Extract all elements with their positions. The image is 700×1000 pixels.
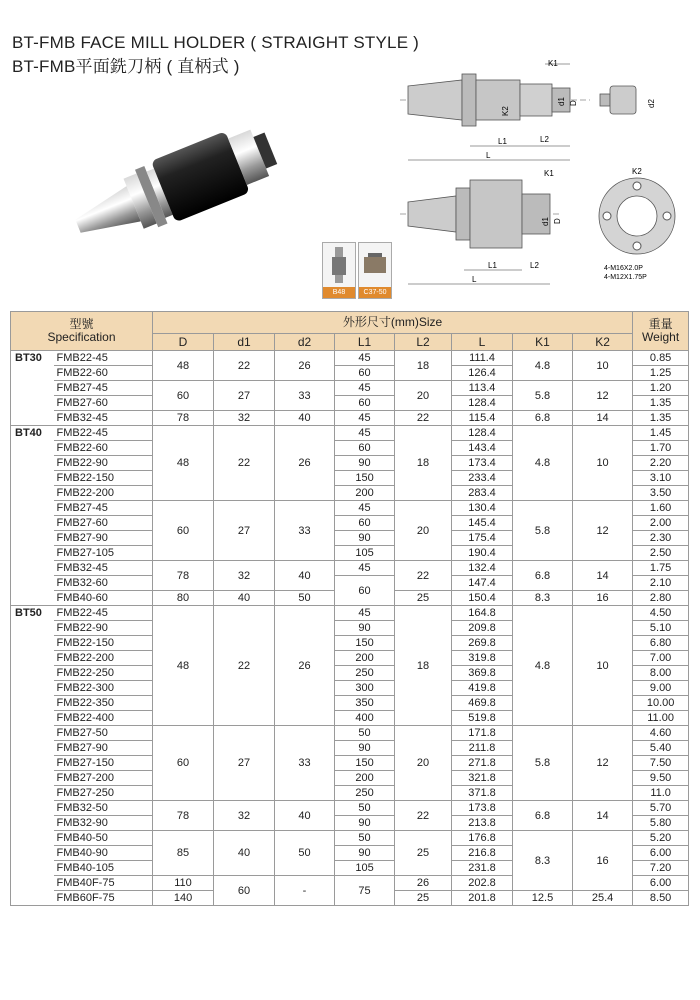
l1-cell: 400	[335, 711, 395, 726]
k1-cell: 8.3	[513, 831, 573, 891]
spec-cell: FMB40-60	[54, 591, 153, 606]
d-cell: 60	[153, 501, 214, 561]
title-english: BT-FMB FACE MILL HOLDER ( STRAIGHT STYLE )	[12, 33, 420, 52]
label-d1: d1	[557, 97, 566, 106]
spec-cell: FMB22-200	[54, 651, 153, 666]
d1-cell: 32	[214, 561, 275, 591]
weight-cell: 10.00	[633, 696, 689, 711]
k2-cell: 12	[573, 501, 633, 561]
table-row	[11, 501, 689, 516]
d1-cell: 60	[214, 876, 275, 906]
weight-cell: 5.70	[633, 801, 689, 816]
l-cell: 213.8	[452, 816, 513, 831]
l1-cell: 150	[335, 636, 395, 651]
l-cell: 128.4	[452, 396, 513, 411]
l1-cell: 45	[335, 426, 395, 441]
spec-cell: FMB27-105	[54, 546, 153, 561]
l1-cell: 60	[335, 441, 395, 456]
weight-cell: 4.50	[633, 606, 689, 621]
k2-cell: 12	[573, 381, 633, 411]
spec-cell: FMB22-45	[54, 606, 153, 621]
spec-table	[10, 311, 689, 906]
spec-cell: FMB27-60	[54, 396, 153, 411]
d1-cell: 22	[214, 351, 275, 381]
d-cell: 110	[153, 876, 214, 891]
label-d2: d2	[647, 99, 656, 108]
l2-cell: 22	[395, 801, 452, 831]
weight-cell: 9.50	[633, 771, 689, 786]
l2-cell: 18	[395, 606, 452, 726]
weight-cell: 7.00	[633, 651, 689, 666]
spec-cell: FMB32-45	[54, 561, 153, 576]
l-cell: 321.8	[452, 771, 513, 786]
weight-cell: 1.20	[633, 381, 689, 396]
d-cell: 48	[153, 606, 214, 726]
l2-cell: 25	[395, 831, 452, 876]
title-chinese: BT-FMB平面銑刀柄 ( 直柄式 )	[12, 57, 240, 76]
k1-cell: 4.8	[513, 426, 573, 501]
header-weight: 重量 Weight	[633, 312, 689, 351]
l1-cell: 350	[335, 696, 395, 711]
label-l2: L2	[540, 135, 549, 144]
weight-cell: 8.50	[633, 891, 689, 906]
k2-cell: 12	[573, 726, 633, 801]
l-cell: 469.8	[452, 696, 513, 711]
weight-cell: 2.20	[633, 456, 689, 471]
l-cell: 115.4	[452, 411, 513, 426]
weight-cell: 2.10	[633, 576, 689, 591]
d-cell: 85	[153, 831, 214, 876]
l1-cell: 45	[335, 561, 395, 576]
d-cell: 48	[153, 351, 214, 381]
d-cell: 78	[153, 561, 214, 591]
k2-cell: 14	[573, 801, 633, 831]
l-cell: 283.4	[452, 486, 513, 501]
l1-cell: 200	[335, 651, 395, 666]
label-l: L	[486, 151, 491, 160]
thread-label-2: 4-M12X1.75P	[604, 274, 647, 281]
l-cell: 143.4	[452, 441, 513, 456]
l2-cell: 18	[395, 426, 452, 501]
l1-cell: 250	[335, 786, 395, 801]
l1-cell: 200	[335, 486, 395, 501]
l-cell: 173.8	[452, 801, 513, 816]
d2-cell: 50	[275, 831, 335, 876]
col-l: L	[452, 334, 513, 351]
d2-cell: 50	[275, 591, 335, 606]
d-cell: 140	[153, 891, 214, 906]
spec-cell: FMB27-50	[54, 726, 153, 741]
l1-cell: 45	[335, 381, 395, 396]
label-d: D	[569, 100, 578, 106]
thumb-b48: B48	[322, 242, 356, 299]
l2-cell: 20	[395, 501, 452, 561]
series-bt50: BT50	[11, 606, 54, 906]
weight-cell: 6.80	[633, 636, 689, 651]
product-photo	[30, 100, 330, 270]
weight-cell: 2.80	[633, 591, 689, 606]
l1-cell: 90	[335, 456, 395, 471]
l-cell: 171.8	[452, 726, 513, 741]
weight-cell: 1.45	[633, 426, 689, 441]
end-view-drawing	[400, 166, 690, 290]
weight-cell: 1.60	[633, 501, 689, 516]
l1-cell: 90	[335, 741, 395, 756]
l-cell: 319.8	[452, 651, 513, 666]
col-d2: d2	[275, 334, 335, 351]
l2-cell: 25	[395, 891, 452, 906]
spec-cell: FMB22-60	[54, 441, 153, 456]
header-specification: 型號 Specification	[11, 312, 153, 351]
l-cell: 147.4	[452, 576, 513, 591]
k1-cell: 4.8	[513, 606, 573, 726]
col-l1: L1	[335, 334, 395, 351]
l1-cell: 60	[335, 366, 395, 381]
l1-cell: 60	[335, 396, 395, 411]
d2-cell: 40	[275, 561, 335, 591]
l1-cell: 200	[335, 771, 395, 786]
weight-cell: 2.50	[633, 546, 689, 561]
k2-cell: 16	[573, 831, 633, 891]
weight-cell: 2.00	[633, 516, 689, 531]
weight-cell: 5.40	[633, 741, 689, 756]
k1-cell: 8.3	[513, 591, 573, 606]
k1-cell: 6.8	[513, 561, 573, 591]
l1-cell: 60	[335, 516, 395, 531]
spec-cell: FMB22-45	[54, 426, 153, 441]
l-cell: 111.4	[452, 351, 513, 366]
d1-cell: 22	[214, 426, 275, 501]
spec-cell: FMB22-350	[54, 696, 153, 711]
l-cell: 211.8	[452, 741, 513, 756]
l-cell: 190.4	[452, 546, 513, 561]
l-cell: 369.8	[452, 666, 513, 681]
l1-cell: 90	[335, 816, 395, 831]
l1-cell: 150	[335, 471, 395, 486]
spec-cell: FMB40F-75	[54, 876, 153, 891]
weight-cell: 1.35	[633, 396, 689, 411]
k1-cell: 5.8	[513, 726, 573, 801]
spec-cell: FMB22-45	[54, 351, 153, 366]
col-d: D	[153, 334, 214, 351]
l-cell: 419.8	[452, 681, 513, 696]
col-k1: K1	[513, 334, 573, 351]
weight-cell: 7.50	[633, 756, 689, 771]
table-row	[11, 726, 689, 741]
l-cell: 201.8	[452, 891, 513, 906]
header-size: 外形尺寸(mm)Size	[153, 312, 633, 334]
k2-cell: 14	[573, 411, 633, 426]
l1-cell: 150	[335, 756, 395, 771]
l1-cell: 50	[335, 801, 395, 816]
spec-cell: FMB27-60	[54, 516, 153, 531]
l-cell: 175.4	[452, 531, 513, 546]
k2-cell: 10	[573, 606, 633, 726]
label-k1-lower: K1	[544, 169, 554, 178]
l-cell: 176.8	[452, 831, 513, 846]
k1-cell: 6.8	[513, 801, 573, 831]
k2-cell: 25.4	[573, 891, 633, 906]
table-row	[11, 606, 689, 621]
l-cell: 233.4	[452, 471, 513, 486]
weight-cell: 6.00	[633, 846, 689, 861]
d-cell: 78	[153, 411, 214, 426]
spec-cell: FMB22-90	[54, 621, 153, 636]
l1-cell: 45	[335, 606, 395, 621]
l-cell: 113.4	[452, 381, 513, 396]
spec-cell: FMB27-200	[54, 771, 153, 786]
spec-cell: FMB40-105	[54, 861, 153, 876]
l2-cell: 25	[395, 591, 452, 606]
d-cell: 48	[153, 426, 214, 501]
d2-cell: -	[275, 876, 335, 906]
spec-cell: FMB27-150	[54, 756, 153, 771]
d-cell: 80	[153, 591, 214, 606]
d2-cell: 26	[275, 606, 335, 726]
weight-cell: 6.00	[633, 876, 689, 891]
spec-cell: FMB22-150	[54, 471, 153, 486]
label-l1: L1	[498, 137, 507, 146]
weight-cell: 3.50	[633, 486, 689, 501]
k1-cell: 4.8	[513, 351, 573, 381]
weight-cell: 11.00	[633, 711, 689, 726]
d2-cell: 33	[275, 381, 335, 411]
d1-cell: 40	[214, 591, 275, 606]
weight-cell: 0.85	[633, 351, 689, 366]
l1-cell: 90	[335, 621, 395, 636]
spec-cell: FMB32-90	[54, 816, 153, 831]
col-l2: L2	[395, 334, 452, 351]
l-cell: 371.8	[452, 786, 513, 801]
l-cell: 519.8	[452, 711, 513, 726]
l1-cell: 105	[335, 861, 395, 876]
l-cell: 173.4	[452, 456, 513, 471]
table-row	[11, 411, 689, 426]
k2-cell: 10	[573, 426, 633, 501]
l1-cell: 50	[335, 831, 395, 846]
spec-cell: FMB27-250	[54, 786, 153, 801]
table-row	[11, 381, 689, 396]
l1-cell: 60	[335, 576, 395, 606]
l-cell: 128.4	[452, 426, 513, 441]
l2-cell: 20	[395, 726, 452, 801]
col-d1: d1	[214, 334, 275, 351]
l-cell: 164.8	[452, 606, 513, 621]
spec-cell: FMB27-90	[54, 531, 153, 546]
weight-cell: 1.75	[633, 561, 689, 576]
l2-cell: 22	[395, 561, 452, 591]
d2-cell: 33	[275, 726, 335, 801]
d-cell: 78	[153, 801, 214, 831]
spec-cell: FMB40-50	[54, 831, 153, 846]
l-cell: 231.8	[452, 861, 513, 876]
table-row	[11, 351, 689, 366]
d-cell: 60	[153, 381, 214, 411]
spec-cell: FMB22-400	[54, 711, 153, 726]
l1-cell: 45	[335, 501, 395, 516]
l-cell: 132.4	[452, 561, 513, 576]
weight-cell: 1.70	[633, 441, 689, 456]
series-bt30: BT30	[11, 351, 54, 426]
l-cell: 269.8	[452, 636, 513, 651]
spec-cell: FMB27-90	[54, 741, 153, 756]
weight-cell: 7.20	[633, 861, 689, 876]
spec-cell: FMB22-90	[54, 456, 153, 471]
spec-cell: FMB27-45	[54, 501, 153, 516]
l-cell: 130.4	[452, 501, 513, 516]
label-l2-lower: L2	[530, 261, 539, 270]
weight-cell: 11.0	[633, 786, 689, 801]
l2-cell: 20	[395, 381, 452, 411]
weight-cell: 8.00	[633, 666, 689, 681]
label-k2: K2	[501, 106, 510, 116]
weight-cell: 1.35	[633, 411, 689, 426]
l1-cell: 90	[335, 531, 395, 546]
d2-cell: 40	[275, 801, 335, 831]
d1-cell: 32	[214, 411, 275, 426]
d1-cell: 40	[214, 831, 275, 876]
l1-cell: 300	[335, 681, 395, 696]
thread-label-1: 4-M16X2.0P	[604, 265, 643, 272]
l1-cell: 50	[335, 726, 395, 741]
series-bt40: BT40	[11, 426, 54, 606]
k2-cell: 10	[573, 351, 633, 381]
k1-cell: 5.8	[513, 381, 573, 411]
thumb-c37-50: C37-50	[358, 242, 392, 299]
d1-cell: 27	[214, 501, 275, 561]
d1-cell: 27	[214, 381, 275, 411]
spec-cell: FMB32-60	[54, 576, 153, 591]
spec-cell: FMB32-50	[54, 801, 153, 816]
spec-cell: FMB27-45	[54, 381, 153, 396]
d2-cell: 26	[275, 351, 335, 381]
label-l-lower: L	[472, 275, 477, 284]
label-d1-lower: d1	[541, 217, 550, 226]
weight-cell: 5.20	[633, 831, 689, 846]
d1-cell: 22	[214, 606, 275, 726]
weight-cell: 5.10	[633, 621, 689, 636]
l-cell: 216.8	[452, 846, 513, 861]
weight-cell: 9.00	[633, 681, 689, 696]
weight-cell: 5.80	[633, 816, 689, 831]
l1-cell: 45	[335, 351, 395, 366]
l1-cell: 250	[335, 666, 395, 681]
spec-cell: FMB22-300	[54, 681, 153, 696]
spec-cell: FMB22-250	[54, 666, 153, 681]
weight-cell: 2.30	[633, 531, 689, 546]
weight-cell: 3.10	[633, 471, 689, 486]
weight-cell: 1.25	[633, 366, 689, 381]
table-row	[11, 831, 689, 846]
spec-cell: FMB32-45	[54, 411, 153, 426]
l-cell: 126.4	[452, 366, 513, 381]
l-cell: 209.8	[452, 621, 513, 636]
l1-cell: 45	[335, 411, 395, 426]
spec-cell: FMB22-200	[54, 486, 153, 501]
d1-cell: 27	[214, 726, 275, 801]
spec-cell: FMB22-150	[54, 636, 153, 651]
label-k2-lower: K2	[632, 167, 642, 176]
d-cell: 60	[153, 726, 214, 801]
l1-cell: 90	[335, 846, 395, 861]
k1-cell: 5.8	[513, 501, 573, 561]
l1-cell: 75	[335, 876, 395, 906]
d1-cell: 32	[214, 801, 275, 831]
l1-cell: 105	[335, 546, 395, 561]
weight-cell: 4.60	[633, 726, 689, 741]
d2-cell: 33	[275, 501, 335, 561]
l-cell: 202.8	[452, 876, 513, 891]
l-cell: 271.8	[452, 756, 513, 771]
k1-cell: 12.5	[513, 891, 573, 906]
k1-cell: 6.8	[513, 411, 573, 426]
side-view-drawing	[400, 58, 690, 170]
table-row	[11, 426, 689, 441]
l2-cell: 26	[395, 876, 452, 891]
label-l1-lower: L1	[488, 261, 497, 270]
d2-cell: 40	[275, 411, 335, 426]
label-k1: K1	[548, 59, 558, 68]
l2-cell: 22	[395, 411, 452, 426]
l-cell: 150.4	[452, 591, 513, 606]
k2-cell: 16	[573, 591, 633, 606]
col-k2: K2	[573, 334, 633, 351]
table-row	[11, 801, 689, 816]
table-body	[11, 351, 689, 906]
spec-cell: FMB22-60	[54, 366, 153, 381]
l-cell: 145.4	[452, 516, 513, 531]
k2-cell: 14	[573, 561, 633, 591]
label-d-lower: D	[553, 218, 562, 224]
table-row	[11, 561, 689, 576]
l2-cell: 18	[395, 351, 452, 381]
spec-cell: FMB40-90	[54, 846, 153, 861]
d2-cell: 26	[275, 426, 335, 501]
spec-cell: FMB60F-75	[54, 891, 153, 906]
